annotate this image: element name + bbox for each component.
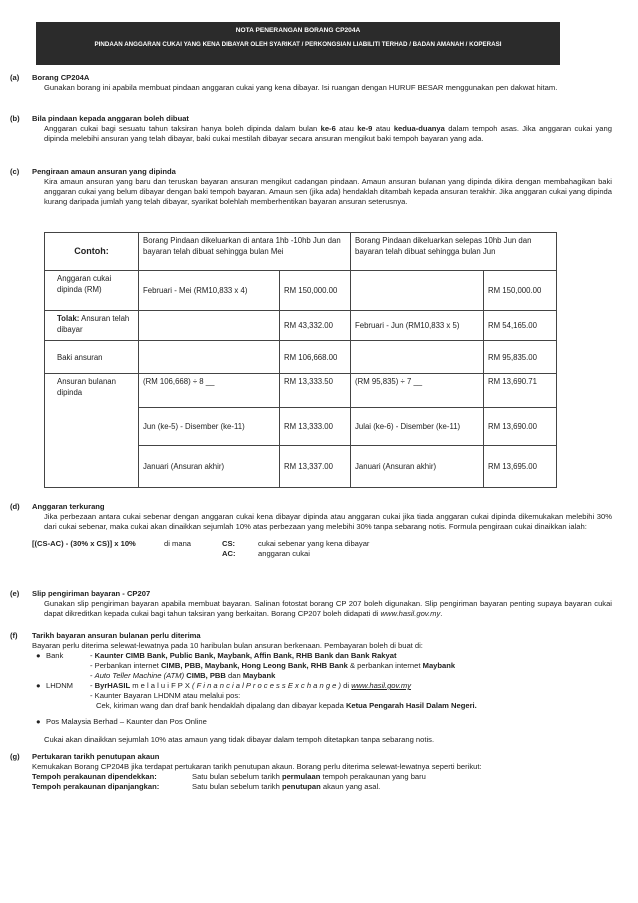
text: Satu bulan sebelum tarikh	[192, 782, 280, 791]
bullet-icon: ●	[36, 717, 41, 726]
header-banner	[36, 22, 560, 65]
bullet-icon: ●	[36, 681, 41, 690]
text: m e l a l u i	[132, 681, 169, 690]
text: Bank	[46, 651, 64, 660]
text-bold: ByrHASIL	[94, 681, 131, 690]
text-bold: Tempoh perakaunan dipanjangkan:	[32, 782, 160, 791]
col2-header: Borang Pindaan dikeluarkan selepas 10hb Jun dan bayaran telah dibuat sehingga bulan Jun	[351, 233, 557, 271]
section-f	[10, 631, 612, 745]
cell	[351, 271, 484, 311]
row-label: Baki ansuran	[45, 341, 139, 374]
text: Pos Malaysia Berhad – Kaunter dan Pos Online	[46, 717, 207, 726]
section-note: Cukai akan dinaikkan sejumlah 10% atas amaun yang tidak dibayar dalam tempoh ditetapkan tanpa sebarang notis.	[44, 735, 435, 744]
list-item: - Auto Teller Machine (ATM) CIMB, PBB dan Maybank	[90, 671, 276, 680]
section-title: Tarikh bayaran ansuran bulanan perlu diterima	[32, 631, 201, 640]
text: F P X	[171, 681, 190, 690]
section-body: Gunakan borang ini apabila membuat pindaan anggaran cukai yang kena dibayar. Isi ruangan dengan HURUF BESAR menggunakan pen dakwat hitam.	[44, 83, 558, 92]
section-body: Jika perbezaan antara cukai sebenar dengan anggaran cukai kena dibayar dipinda atau anggaran cukai jika tiada anggaran cukai dipinda dikemukakan melebihi 30% dari cukai sebenar, maka cukai akan dinaikkan sejumlah 10% atas perbezaan yang melebihi 30% tanpa sebarang notis. Formula pengiraan cukai dinaikkan ialah:	[44, 512, 612, 531]
list-item: - Kaunter CIMB Bank, Public Bank, Maybank, Affin Bank, RHB Bank dan Bank Rakyat	[90, 651, 397, 660]
text	[192, 782, 380, 792]
section-g	[10, 752, 612, 792]
cell: Julai (ke-6) - Disember (ke-11)	[351, 408, 484, 446]
text: di	[343, 681, 350, 690]
text: akaun yang asal.	[322, 782, 381, 791]
cell: Januari (Ansuran akhir)	[351, 446, 484, 488]
text-bold: penutupan	[281, 782, 321, 791]
text: tempoh perakaunan yang baru	[322, 772, 426, 781]
text-bold: ke-9	[357, 124, 373, 133]
col1-header: Borang Pindaan dikeluarkan di antara 1hb -10hb Jun dan bayaran telah dibuat sehingga bulan Mei	[139, 233, 351, 271]
bullet-icon: ●	[36, 651, 41, 660]
hasil-link[interactable]: www.hasil.gov.my	[380, 609, 441, 618]
section-body: Kira amaun ansuran yang baru dan teruskan bayaran ansuran mengikut cadangan pindaan. Amaun ansuran bulanan yang dipinda dikira dengan membahagikan baki anggaran cukai yang belum dibayar dengan baki tempoh bayaran. Amaun sen (jika ada) hendaklah ditambah kepada ansuran terakhir. Jika anggaran cukai yang dipinda kurang daripada jumlah yang telah dibayar, syarikat bolehlah memberhentikan bayaran ansuran seterusnya.	[44, 177, 612, 206]
text-bold: kedua-duanya	[393, 124, 445, 133]
text: dalam tempoh asas. Jika anggaran cukai yang dipinda melebihi ansuran yang telah dibayar, baki cukai mestilah dibayar secara ansuran mengikut baki tempoh bayaran yang ada.	[44, 124, 612, 143]
text: Ansuran telah dibayar	[57, 314, 130, 334]
text-bold: CIMB, PBB, Maybank, Hong Leong Bank, RHB Bank	[160, 661, 348, 670]
header-subtitle: PINDAAN ANGGARAN CUKAI YANG KENA DIBAYAR OLEH SYARIKAT / PERKONGSIAN LIABILITI TERHAD / BADAN AMANAH / KOPERASI	[94, 41, 502, 48]
cell-value: RM 13,695.00	[484, 446, 557, 488]
text-bold: AC:	[222, 549, 236, 558]
section-label: (f)	[10, 631, 18, 640]
text: (RM 106,668) ÷ 8	[143, 377, 204, 386]
text: anggaran cukai	[258, 549, 310, 558]
text: ( F i n a n c i a l P r o c e s s E x c h a n g e )	[192, 681, 342, 690]
cell	[139, 311, 280, 341]
text-bold: Tempoh perakaunan dipendekkan:	[32, 772, 157, 781]
text-bold: Maybank	[242, 671, 276, 680]
text: dan	[228, 671, 241, 680]
example-table	[44, 232, 557, 488]
text: cukai sebenar yang kena dibayar	[258, 539, 370, 548]
section-d	[10, 502, 612, 559]
text: atau	[339, 124, 354, 133]
text-bold: CS:	[222, 539, 236, 548]
cell-value: RM 13,337.00	[280, 446, 351, 488]
section-b	[10, 114, 612, 144]
section-label: (a)	[10, 73, 20, 82]
formula: [(CS-AC) - (30% x CS)] x 10%	[32, 539, 136, 548]
cell-value: RM 13,333.50	[280, 374, 351, 408]
section-title: Borang CP204A	[32, 73, 90, 82]
section-title: Pertukaran tarikh penutupan akaun	[32, 752, 160, 761]
section-label: (g)	[10, 752, 20, 761]
cell	[139, 341, 280, 374]
text: (RM 95,835) ÷ 7	[355, 377, 412, 386]
cell-value: RM 106,668.00	[280, 341, 351, 374]
text-bold: ke-6	[320, 124, 336, 133]
text: di mana	[164, 539, 192, 548]
section-title: Anggaran terkurang	[32, 502, 105, 511]
cell: Februari - Jun (RM10,833 x 5)	[351, 311, 484, 341]
text: Anggaran cukai bagi sesuatu tahun taksiran hanya boleh dipinda dalam bulan	[44, 124, 318, 133]
section-body: Kemukakan Borang CP204B jika terdapat pertukaran tarikh penutupan akaun. Borang perlu diterima selewat-lewatnya seperti berikut:	[32, 762, 482, 771]
section-title: Pengiraan amaun ansuran yang dipinda	[32, 167, 176, 176]
text: Cek, kiriman wang dan draf bank hendaklah dipalang dan dibayar kepada	[96, 701, 344, 710]
cell: Jun (ke-5) - Disember (ke-11)	[139, 408, 280, 446]
section-body	[44, 124, 612, 144]
cell-value: RM 150,000.00	[484, 271, 557, 311]
formula-block	[32, 539, 612, 559]
payment-list	[32, 651, 612, 717]
cell-value: RM 54,165.00	[484, 311, 557, 341]
list-item	[96, 701, 477, 711]
hasil-link[interactable]: www.hasil.gov.my	[351, 681, 411, 690]
row-label	[45, 311, 139, 341]
cell-value: RM 13,690.71	[484, 374, 557, 408]
row-label: Anggaran cukai dipinda (RM)	[45, 271, 139, 311]
text: & perbankan internet	[349, 661, 421, 670]
section-label: (e)	[10, 589, 20, 598]
text: LHDNM	[46, 681, 74, 690]
list-item: - Kaunter Bayaran LHDNM atau melalui pos:	[90, 691, 241, 700]
text	[192, 772, 426, 782]
period-rules	[32, 772, 612, 792]
text: Auto Teller Machine (ATM)	[94, 671, 185, 680]
section-label: (c)	[10, 167, 20, 176]
header-title: NOTA PENERANGAN BORANG CP204A	[235, 27, 361, 34]
list-item: - Perbankan internet CIMB, PBB, Maybank, Hong Leong Bank, RHB Bank & perbankan internet Maybank	[90, 661, 456, 670]
text: Gunakan slip pengiriman bayaran apabila membuat bayaran. Salinan fotostat borang CP 207 boleh digunakan. Slip pengiriman bayaran penting supaya bayaran cukai dapat dikreditkan kepada cukai bagi tahun taksiran yang berkaitan. Borang CP207 boleh didapati di	[44, 599, 612, 618]
section-c	[10, 167, 612, 207]
section-title: Bila pindaan kepada anggaran boleh dibuat	[32, 114, 189, 123]
section-label: (d)	[10, 502, 20, 511]
text: Kaunter Bayaran LHDNM atau melalui pos:	[94, 691, 241, 700]
section-body	[44, 599, 612, 619]
cell	[351, 341, 484, 374]
row-label: Ansuran bulanan dipinda	[45, 374, 139, 488]
text-bold: Ketua Pengarah Hasil Dalam Negeri.	[345, 701, 477, 710]
text: atau	[375, 124, 391, 133]
section-label: (b)	[10, 114, 20, 123]
cell-value: RM 150,000.00	[280, 271, 351, 311]
text-bold: CIMB, PBB	[186, 671, 226, 680]
cell-value: RM 95,835.00	[484, 341, 557, 374]
cell: (RM 95,835) ÷ 7 __	[351, 374, 484, 408]
cell-value: RM 13,690.00	[484, 408, 557, 446]
cell-value: RM 13,333.00	[280, 408, 351, 446]
text: Satu bulan sebelum tarikh	[192, 772, 280, 781]
cell: Januari (Ansuran akhir)	[139, 446, 280, 488]
section-intro: Bayaran perlu diterima selewat-lewatnya pada 10 haribulan bulan ansuran berkenaan. Pembayaran boleh di buat di:	[32, 641, 423, 650]
cell: Februari - Mei (RM10,833 x 4)	[139, 271, 280, 311]
text-bold: Tolak:	[57, 314, 80, 323]
list-item: - ByrHASIL m e l a l u i F P X ( F i n a n c i a l P r o c e s s E x c h a n g e ) di www.hasil.gov.my	[90, 681, 411, 690]
section-a	[10, 73, 612, 93]
text: .	[440, 609, 443, 618]
section-e	[10, 589, 612, 619]
cell-value: RM 43,332.00	[280, 311, 351, 341]
contoh-label: Contoh:	[45, 233, 139, 271]
cell: (RM 106,668) ÷ 8 __	[139, 374, 280, 408]
list-item	[32, 717, 612, 729]
text-bold: permulaan	[281, 772, 321, 781]
text-bold: Maybank	[422, 661, 456, 670]
section-title: Slip pengiriman bayaran - CP207	[32, 589, 151, 598]
text-bold: Kaunter CIMB Bank, Public Bank, Maybank, Affin Bank, RHB Bank dan Bank Rakyat	[94, 651, 397, 660]
text: Perbankan internet	[94, 661, 159, 670]
